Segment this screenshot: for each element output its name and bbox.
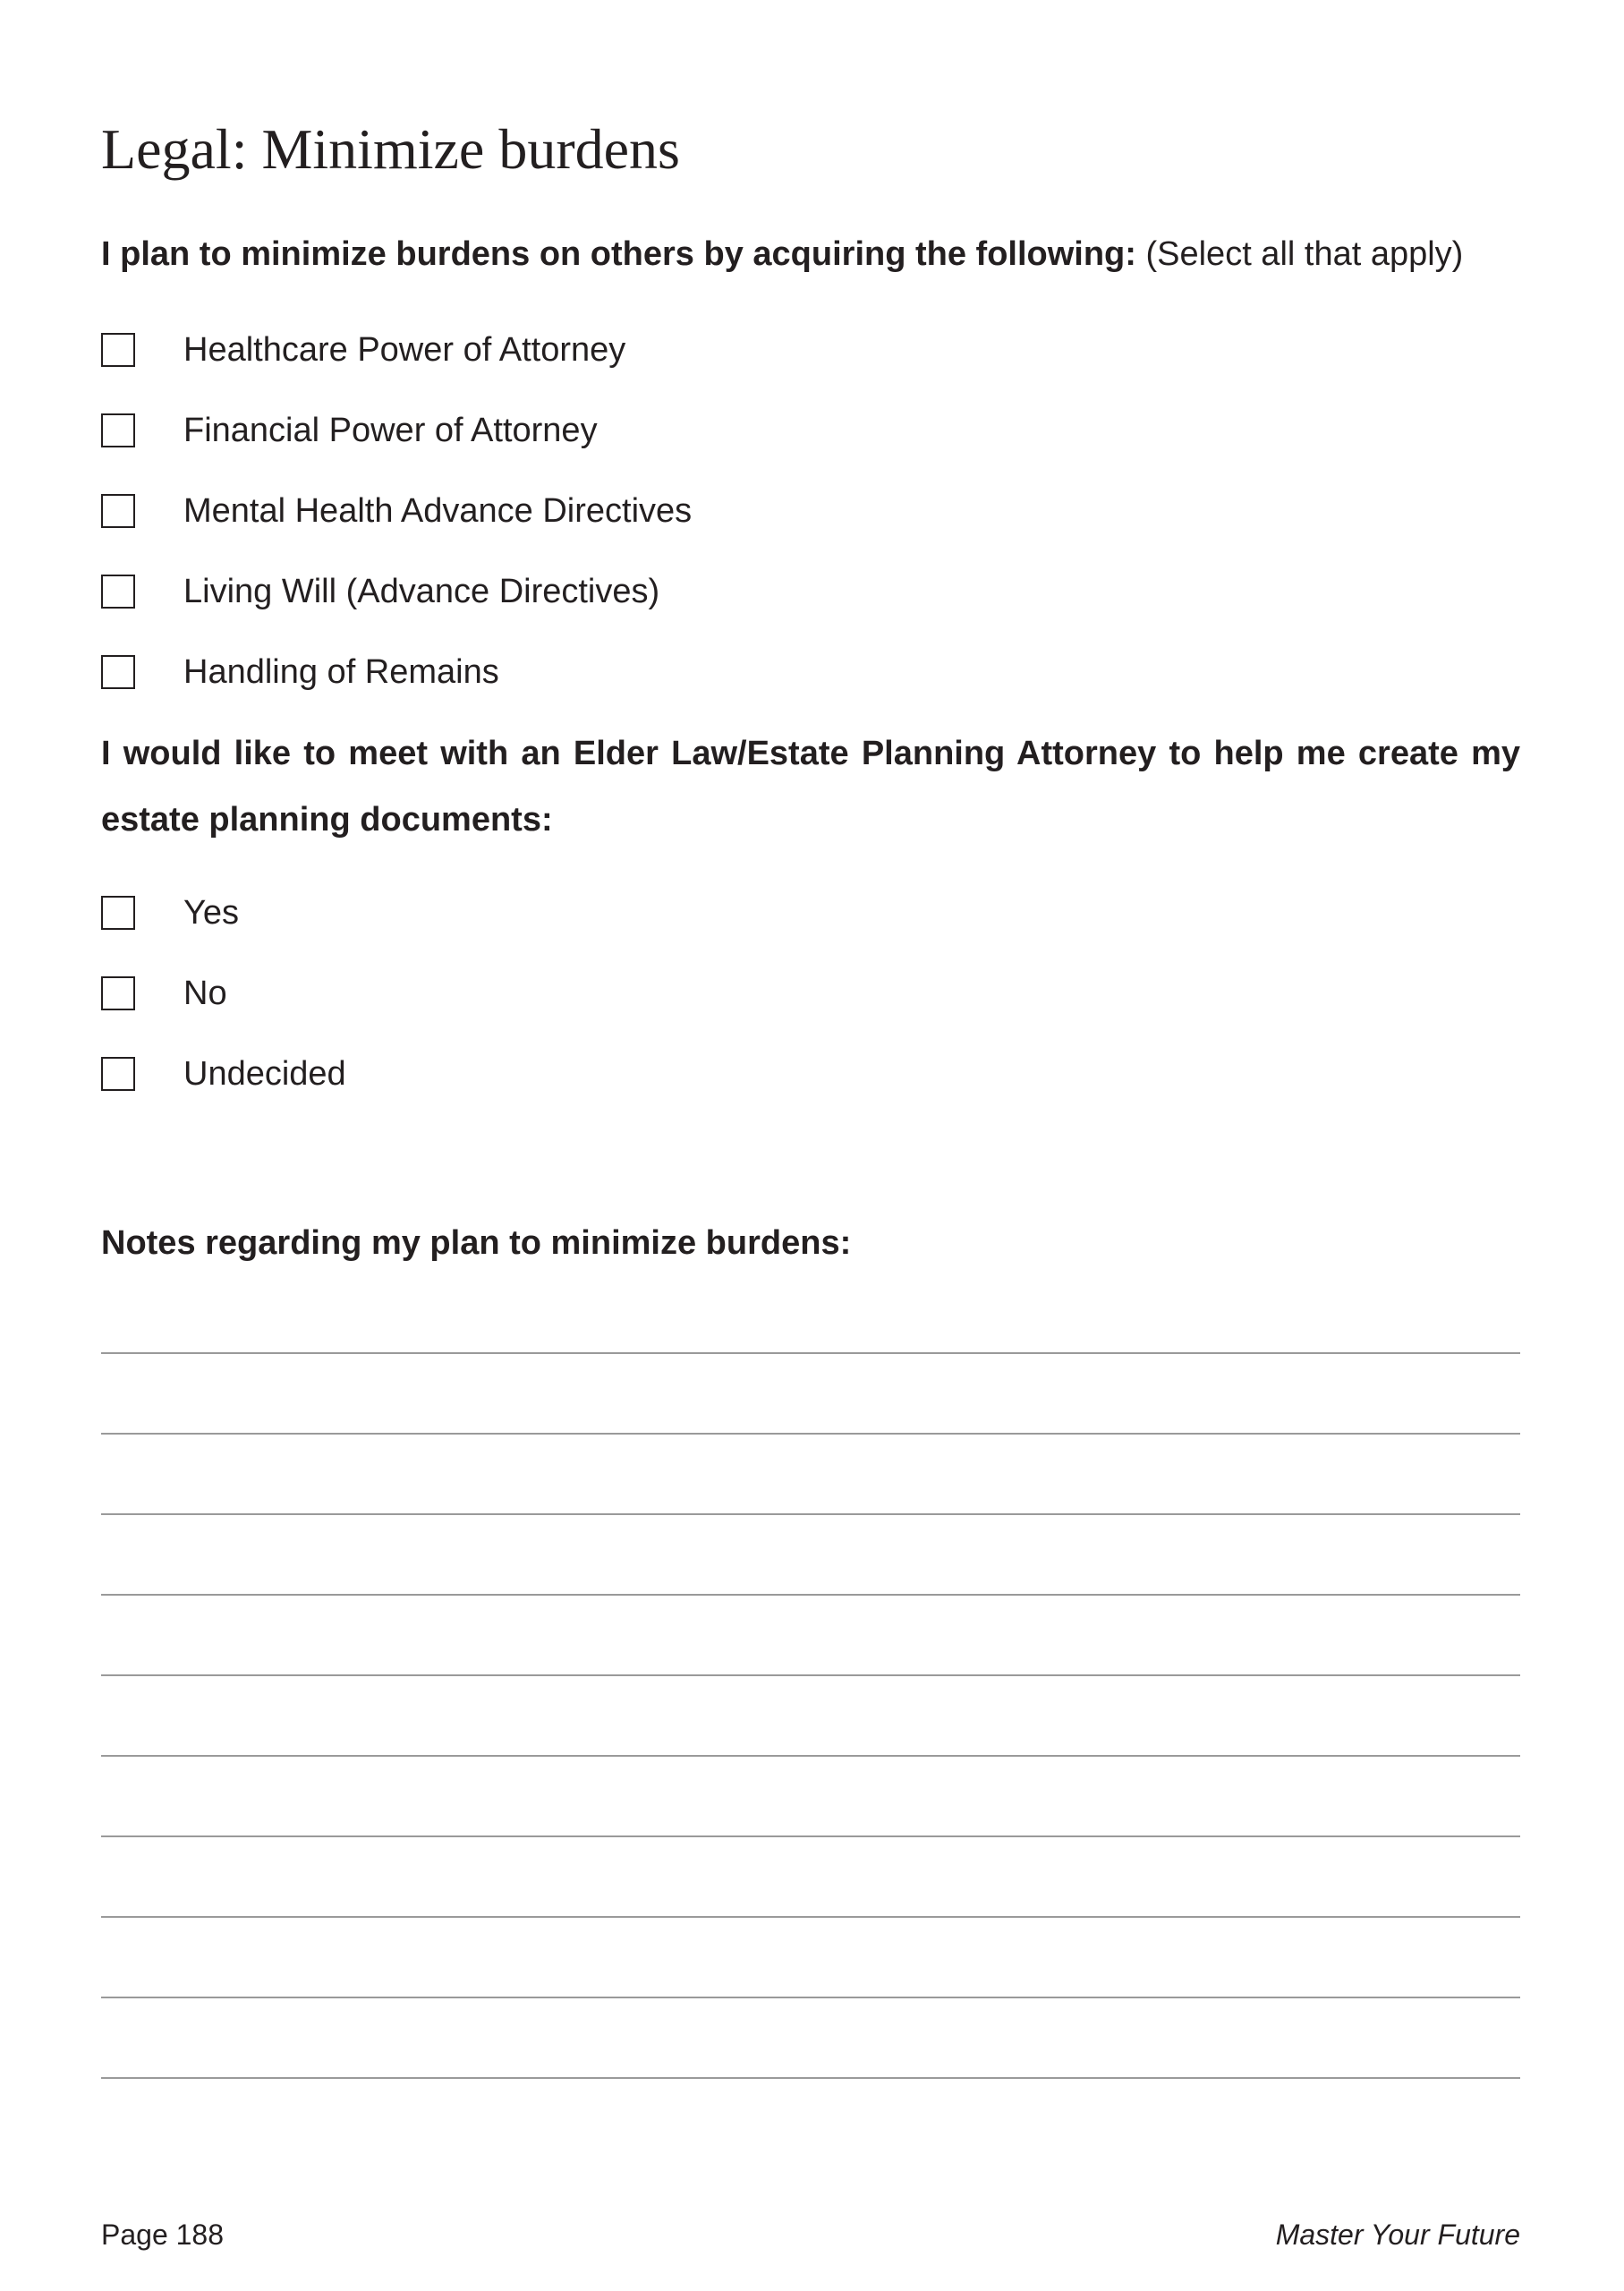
undecided-checkbox[interactable] (101, 1057, 135, 1091)
acquisition-prompt-bold: I plan to minimize burdens on others by acquiring the following: (101, 235, 1136, 273)
notes-writing-line[interactable] (101, 1997, 1520, 1998)
notes-writing-line[interactable] (101, 1674, 1520, 1676)
notes-writing-line[interactable] (101, 2077, 1520, 2079)
option-mental-health-directives[interactable] (101, 491, 692, 531)
undecided-label: Undecided (183, 1055, 346, 1093)
option-undecided[interactable] (101, 1054, 346, 1094)
notes-writing-line[interactable] (101, 1352, 1520, 1354)
no-checkbox[interactable] (101, 976, 135, 1010)
handling-of-remains-checkbox[interactable] (101, 655, 135, 689)
book-title: Master Your Future (1275, 2219, 1520, 2251)
financial-poa-label: Financial Power of Attorney (183, 412, 598, 449)
option-no[interactable] (101, 974, 227, 1013)
option-yes[interactable] (101, 893, 239, 933)
healthcare-poa-label: Healthcare Power of Attorney (183, 331, 626, 369)
notes-writing-line[interactable] (101, 1755, 1520, 1757)
yes-label: Yes (183, 894, 239, 932)
notes-writing-line[interactable] (101, 1916, 1520, 1918)
healthcare-poa-checkbox[interactable] (101, 333, 135, 367)
yes-checkbox[interactable] (101, 896, 135, 930)
option-handling-of-remains[interactable] (101, 652, 499, 692)
acquisition-prompt (101, 234, 1463, 276)
notes-writing-line[interactable] (101, 1433, 1520, 1435)
mental-health-directives-label: Mental Health Advance Directives (183, 492, 693, 530)
page-title: Legal: Minimize burdens (101, 117, 680, 181)
notes-writing-line[interactable] (101, 1594, 1520, 1596)
option-living-will[interactable] (101, 572, 659, 611)
no-label: No (183, 975, 227, 1012)
living-will-checkbox[interactable] (101, 575, 135, 609)
acquisition-prompt-note: (Select all that apply) (1145, 235, 1464, 273)
notes-heading: Notes regarding my plan to minimize burdens: (101, 1224, 852, 1262)
living-will-label: Living Will (Advance Directives) (183, 573, 660, 610)
option-healthcare-poa[interactable] (101, 330, 625, 370)
mental-health-directives-checkbox[interactable] (101, 494, 135, 528)
handling-of-remains-label: Handling of Remains (183, 653, 499, 691)
notes-writing-line[interactable] (101, 1513, 1520, 1515)
notes-writing-line[interactable] (101, 1835, 1520, 1837)
page-number: Page 188 (101, 2219, 225, 2251)
option-financial-poa[interactable] (101, 411, 598, 450)
financial-poa-checkbox[interactable] (101, 413, 135, 447)
attorney-meeting-prompt: I would like to meet with an Elder Law/Estate Planning Attorney to help me create my estate planning documents: (101, 735, 1520, 839)
